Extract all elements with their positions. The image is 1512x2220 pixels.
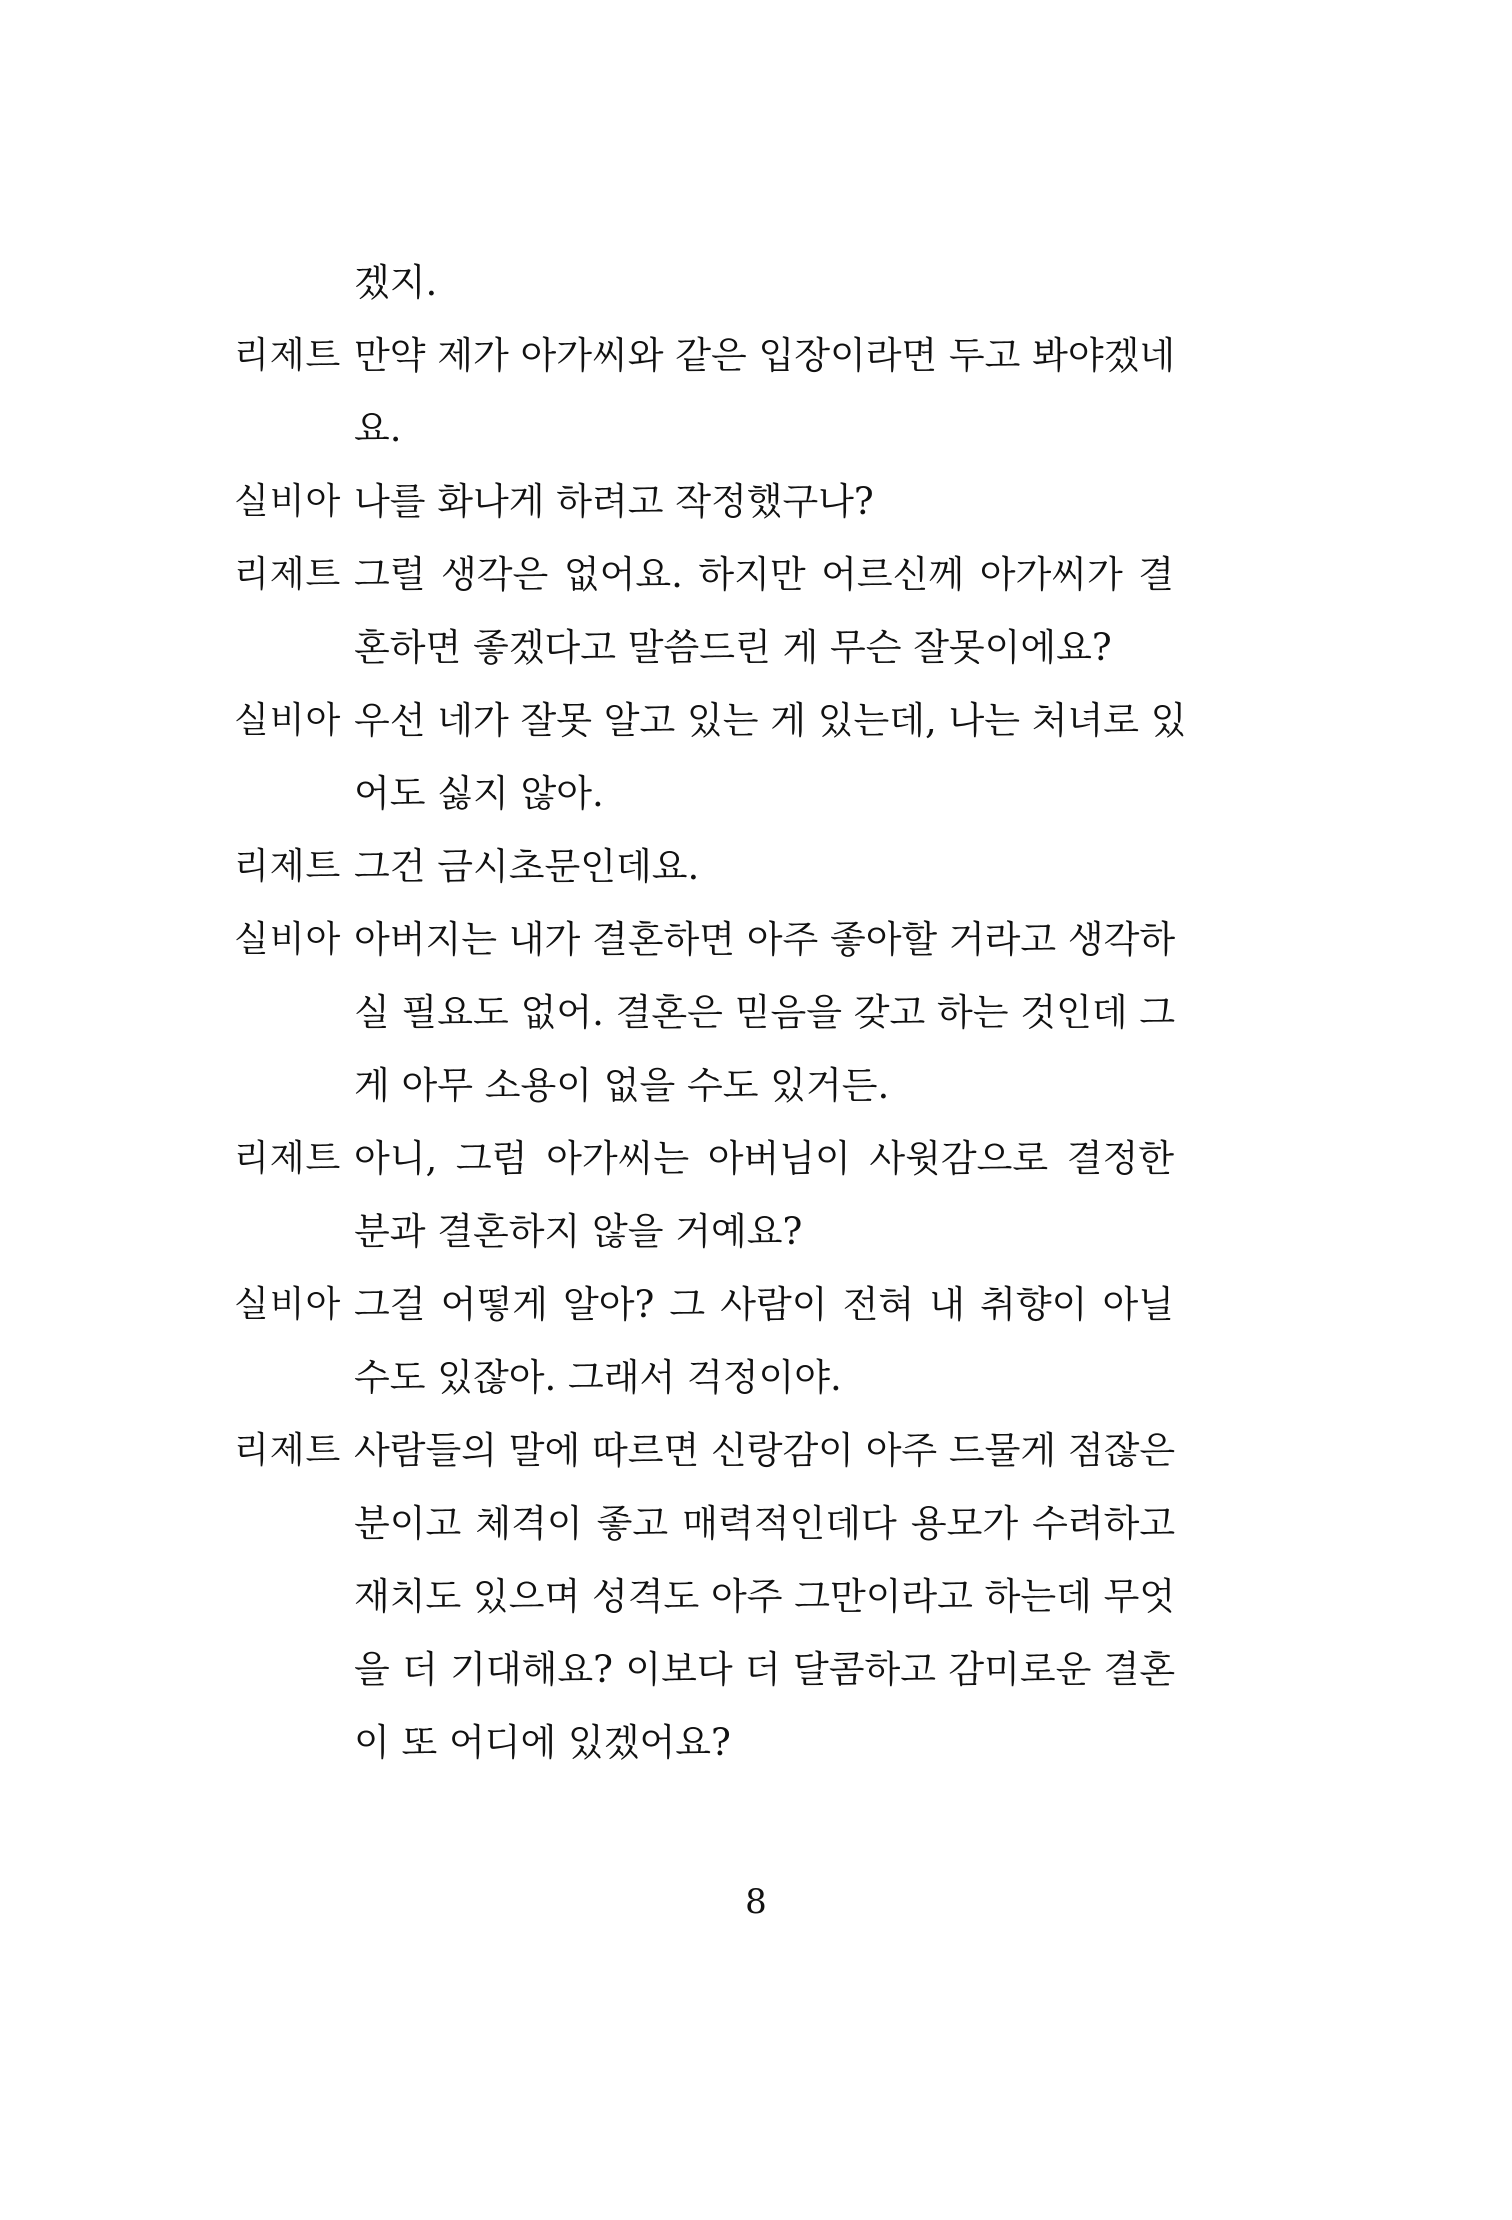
dialogue-text	[354, 319, 1175, 465]
speaker-name: 리제트	[234, 335, 342, 376]
speaker-name: 실비아	[234, 481, 342, 522]
dialogue-line: 재치도 있으며 성격도 아주 그만이라고 하는데 무엇	[354, 1575, 1176, 1618]
dialogue-entry	[234, 684, 1187, 830]
dialogue-text	[354, 1414, 1175, 1779]
dialogue-line: 실 필요도 없어. 결혼은 믿음을 갖고 하는 것인데 그	[354, 991, 1176, 1034]
dialogue-line: 만약 제가 아가씨와 같은 입장이라면 두고 봐야겠네	[354, 334, 1176, 377]
dialogue-text	[354, 830, 1174, 903]
dialogue-line: 겠지.	[354, 261, 438, 304]
speaker-name: 리제트	[234, 1138, 342, 1179]
dialogue-entry	[234, 1122, 1174, 1268]
dialogue-entry	[234, 538, 1174, 684]
dialogue-entry	[234, 465, 1174, 538]
dialogue-entry	[234, 246, 1174, 319]
dialogue-line: 수도 있잖아. 그래서 걱정이야.	[354, 1356, 842, 1399]
dialogue-entry	[234, 903, 1174, 1122]
dialogue-entry	[234, 1268, 1174, 1414]
dialogue-text	[354, 1122, 1174, 1268]
dialogue-line: 분과 결혼하지 않을 거예요?	[354, 1210, 803, 1253]
dialogue-line: 나를 화나게 하려고 작정했구나?	[354, 480, 874, 523]
speaker-name: 실비아	[234, 700, 342, 741]
speaker-name: 실비아	[234, 1284, 342, 1325]
dialogue-line: 우선 네가 잘못 알고 있는 게 있는데, 나는 처녀로 있	[354, 699, 1187, 742]
dialogue-line: 분이고 체격이 좋고 매력적인데다 용모가 수려하고	[354, 1502, 1176, 1545]
dialogue-text	[354, 465, 1174, 538]
dialogue-entry	[234, 1414, 1174, 1779]
dialogue-line: 혼하면 좋겠다고 말씀드린 게 무슨 잘못이에요?	[354, 626, 1112, 669]
dialogue-line: 게 아무 소용이 없을 수도 있거든.	[354, 1064, 890, 1107]
dialogue-text	[354, 246, 1174, 319]
dialogue-entry	[234, 319, 1174, 465]
dialogue-line: 사람들의 말에 따르면 신랑감이 아주 드물게 점잖은	[354, 1429, 1176, 1472]
dialogue-line: 그건 금시초문인데요.	[354, 845, 700, 888]
speaker-name: 실비아	[234, 919, 342, 960]
dialogue-entry	[234, 830, 1174, 903]
dialogue-text	[354, 538, 1174, 684]
dialogue-line: 요.	[354, 407, 402, 450]
dialogue-text	[354, 684, 1186, 830]
page-number: 8	[745, 1882, 767, 1922]
dialogue-line: 을 더 기대해요? 이보다 더 달콤하고 감미로운 결혼	[354, 1648, 1176, 1691]
dialogue-line: 그걸 어떻게 알아? 그 사람이 전혀 내 취향이 아닐	[354, 1283, 1174, 1326]
dialogue-line: 어도 싫지 않아.	[354, 772, 604, 815]
speaker-name: 리제트	[234, 846, 342, 887]
speaker-name: 리제트	[234, 554, 342, 595]
dialogue-line: 아버지는 내가 결혼하면 아주 좋아할 거라고 생각하	[354, 918, 1176, 961]
dialogue-line: 아니, 그럼 아가씨는 아버님이 사윗감으로 결정한	[354, 1137, 1174, 1180]
dialogue-line: 이 또 어디에 있겠어요?	[354, 1721, 731, 1764]
dialogue-line: 그럴 생각은 없어요. 하지만 어르신께 아가씨가 결	[354, 553, 1174, 596]
speaker-name: 리제트	[234, 1430, 342, 1471]
dialogue-text	[354, 1268, 1174, 1414]
dialogue-text	[354, 903, 1175, 1122]
dialogue-block	[234, 246, 1187, 1779]
